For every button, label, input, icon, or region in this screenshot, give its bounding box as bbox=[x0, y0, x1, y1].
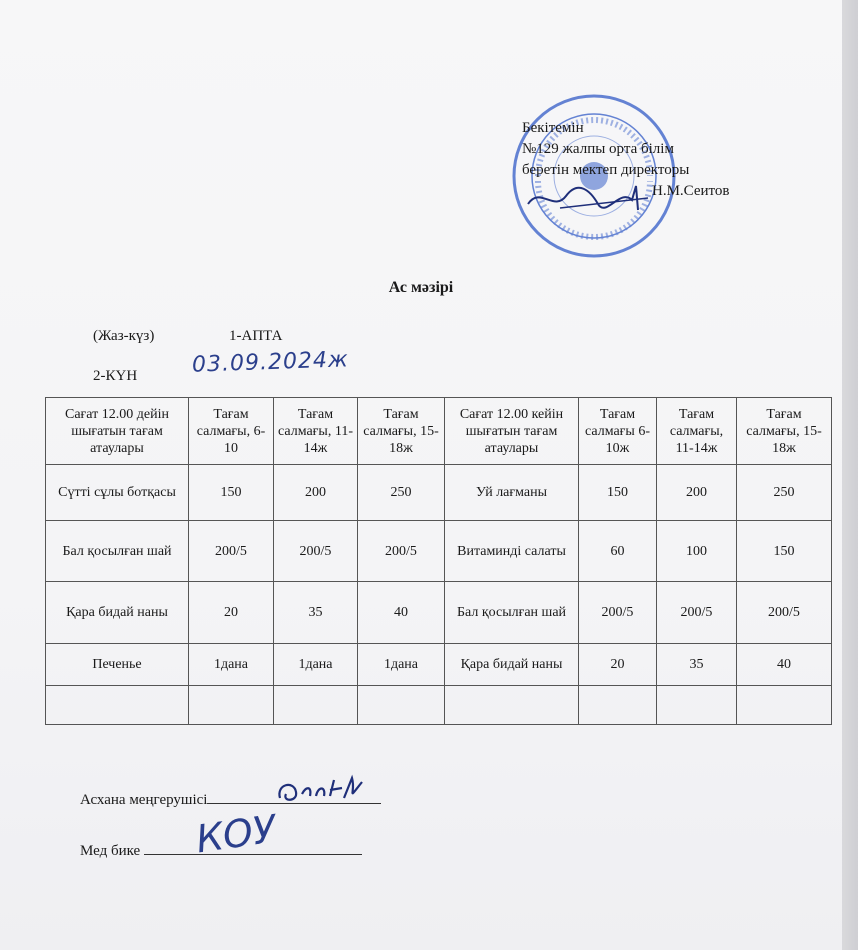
table-cell bbox=[274, 686, 358, 725]
header-cell: Сағат 12.00 кейін шығатын тағам атаулары bbox=[445, 398, 579, 465]
table-cell: 20 bbox=[189, 582, 274, 644]
handwritten-date: 03.09.2024ж bbox=[191, 347, 350, 378]
table-header-row bbox=[46, 398, 832, 465]
table-row bbox=[46, 465, 832, 521]
table-cell: 150 bbox=[189, 465, 274, 521]
table-cell: 200/5 bbox=[189, 521, 274, 582]
table-cell: Қара бидай наны bbox=[445, 644, 579, 686]
header-cell: Тағам салмағы, 15-18ж bbox=[358, 398, 445, 465]
director-name: Н.М.Сеитов bbox=[652, 183, 730, 199]
background-surface bbox=[842, 0, 858, 950]
table-cell: 250 bbox=[737, 465, 832, 521]
table-row bbox=[46, 521, 832, 582]
page-title: Ас мәзірі bbox=[388, 279, 454, 296]
table-cell: 200/5 bbox=[274, 521, 358, 582]
table-cell: 40 bbox=[358, 582, 445, 644]
director-signature bbox=[520, 182, 660, 216]
table-cell: Витаминді салаты bbox=[445, 521, 579, 582]
header-cell: Тағам салмағы, 15-18ж bbox=[737, 398, 832, 465]
table-cell: 35 bbox=[274, 582, 358, 644]
header-cell: Тағам салмағы 6-10ж bbox=[579, 398, 657, 465]
table-row bbox=[46, 582, 832, 644]
table-cell: 250 bbox=[358, 465, 445, 521]
season-label: (Жаз-күз) bbox=[93, 328, 155, 344]
table-cell: 60 bbox=[579, 521, 657, 582]
header-cell: Тағам салмағы, 11-14ж bbox=[657, 398, 737, 465]
table-cell: 200 bbox=[274, 465, 358, 521]
table-row bbox=[46, 644, 832, 686]
table-cell: Уй лағманы bbox=[445, 465, 579, 521]
approval-line-2: №129 жалпы орта білім bbox=[522, 141, 674, 157]
table-cell: Бал қосылған шай bbox=[445, 582, 579, 644]
table-cell bbox=[737, 686, 832, 725]
table-cell: 200/5 bbox=[579, 582, 657, 644]
table-cell bbox=[358, 686, 445, 725]
table-cell: Сүтті сұлы ботқасы bbox=[46, 465, 189, 521]
nurse-label: Мед бике bbox=[80, 843, 141, 859]
table-cell: 40 bbox=[737, 644, 832, 686]
table-cell: Печенье bbox=[46, 644, 189, 686]
table-cell bbox=[657, 686, 737, 725]
table-cell: 200/5 bbox=[657, 582, 737, 644]
header-cell: Сағат 12.00 дейін шығатын тағам атаулары bbox=[46, 398, 189, 465]
table-cell: 100 bbox=[657, 521, 737, 582]
canteen-head-label: Асхана меңгерушісі bbox=[80, 792, 208, 808]
approval-line-1: Бекітемін bbox=[522, 120, 584, 136]
header-cell: Тағам салмағы, 6-10 bbox=[189, 398, 274, 465]
day-label: 2-КҮН bbox=[93, 368, 138, 384]
table-cell: 1дана bbox=[189, 644, 274, 686]
table-row-empty bbox=[46, 686, 832, 725]
table-cell: 150 bbox=[579, 465, 657, 521]
table-cell: Қара бидай наны bbox=[46, 582, 189, 644]
table-cell: 1дана bbox=[274, 644, 358, 686]
table-cell: 200/5 bbox=[737, 582, 832, 644]
table-cell bbox=[579, 686, 657, 725]
table-cell: 20 bbox=[579, 644, 657, 686]
week-label: 1-АПТА bbox=[229, 328, 283, 344]
signature-rule bbox=[144, 854, 362, 855]
table-cell bbox=[445, 686, 579, 725]
table-cell: 1дана bbox=[358, 644, 445, 686]
canteen-head-signature bbox=[272, 772, 368, 812]
approval-line-3: беретін мектеп директоры bbox=[522, 162, 690, 178]
header-cell: Тағам салмағы, 11-14ж bbox=[274, 398, 358, 465]
table-cell: 200 bbox=[657, 465, 737, 521]
table-cell bbox=[189, 686, 274, 725]
table-cell: 200/5 bbox=[358, 521, 445, 582]
table-cell: Бал қосылған шай bbox=[46, 521, 189, 582]
table-cell: 35 bbox=[657, 644, 737, 686]
table-cell: 150 bbox=[737, 521, 832, 582]
table-cell bbox=[46, 686, 189, 725]
menu-table bbox=[45, 397, 832, 725]
nurse-signature: КОУ bbox=[193, 806, 279, 862]
